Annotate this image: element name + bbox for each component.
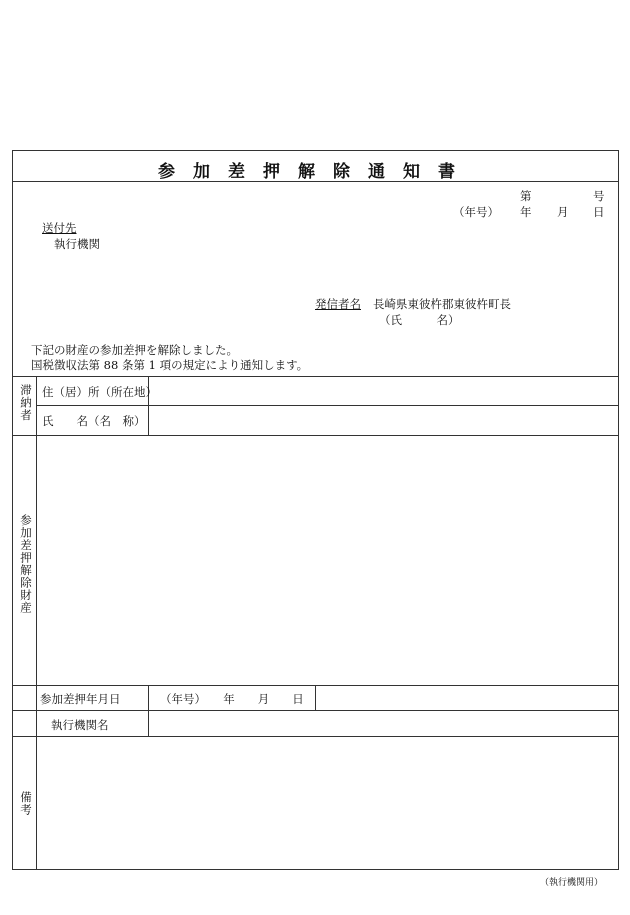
taxpayer-section-label: 滞納者 [19, 384, 33, 422]
notice-form [12, 150, 619, 870]
form-title: 参加差押解除通知書 [158, 162, 473, 182]
sender-name: 長崎県東彼杵郡東彼杵町長 [373, 297, 511, 311]
recipient-value: 執行機関 [54, 237, 100, 251]
body-line-2: 国税徴収法第 88 条第 1 項の規定により通知します。 [31, 358, 309, 372]
taxpayer-top-border [13, 376, 618, 377]
remarks-top-border [13, 736, 618, 737]
address-label: 住（居）所（所在地） [42, 385, 157, 399]
footer-note: （執行機関用） [540, 878, 604, 888]
release-date-label: 参加差押年月日 [40, 692, 121, 706]
remarks-label-border [36, 736, 37, 870]
release-date-value: （年号） 年 月 日 [160, 692, 304, 706]
recipient-label: 送付先 [42, 221, 77, 235]
sender-seal: （氏 名） [379, 313, 460, 327]
property-top-border [13, 435, 618, 436]
date-month: 月 [557, 205, 569, 219]
agency-label: 執行機関名 [51, 718, 109, 732]
property-section-label: 参加差押解除財産 [19, 514, 33, 614]
title-divider [13, 181, 618, 182]
taxpayer-row-divider [36, 405, 618, 406]
sender-label: 発信者名 [315, 297, 361, 311]
body-line-1: 下記の財産の参加差押を解除しました。 [31, 343, 238, 357]
number-suffix: 号 [593, 189, 605, 203]
date-value-end-divider [315, 685, 316, 710]
date-day: 日 [593, 205, 605, 219]
number-prefix: 第 [520, 189, 532, 203]
date-year: 年 [520, 205, 532, 219]
agency-row-top-border [13, 710, 618, 711]
date-era: （年号） [453, 205, 499, 219]
remarks-label: 備考 [19, 791, 33, 816]
name-label: 氏 名（名 称） [42, 414, 146, 428]
